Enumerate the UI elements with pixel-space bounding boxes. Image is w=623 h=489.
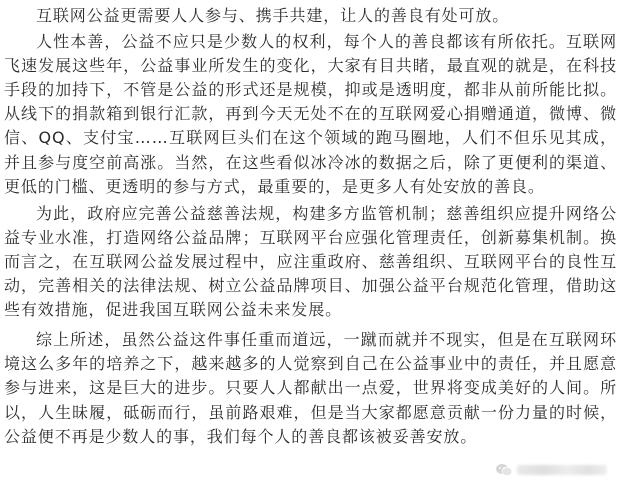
article-paragraph: 互联网公益更需要人人参与、携手共建，让人的善良有处可放。 bbox=[36, 6, 510, 25]
article-paragraph: 综上所述，虽然公益这件事任重而道远，一蹴而就并不现实，但是在互联网环境这么多年的培养之下，越来越多的人觉察到自己在公益事业中的责任，并且愿意参与进来，这是巨大的进步。只要人人都献出一点爱，世界将变成美好的人间。所以，人生昧履，砥砺而行，虽前路艰难，但是当大家都愿意贡献一份力量的时候，公益便不再是少数人的事，我们每个人的善良都该被妥善安放。 bbox=[4, 330, 617, 446]
article-paragraph: 为此，政府应完善公益慈善法规，构建多方监管机制；慈善组织应提升网络公益专业水准，打造网络公益品牌；互联网平台应强化管理责任，创新募集机制。换而言之，在互联网公益发展过程中，应注重政府、慈善组织、互联网平台的良性互动，完善相关的法律法规、树立公益品牌项目、加强公益平台规范化管理，借助这些有效措施，促进我国互联网公益未来发展。 bbox=[4, 203, 617, 320]
article-paragraph: 人性本善，公益不应只是少数人的权利，每个人的善良都该有所依托。互联网飞速发展这些年，公益事业所发生的变化，大家有目共睹，最直观的就是，在科技手段的加持下，不管是公益的形式还是规模，抑或是透明度，都非从前所能比拟。从线下的捐款箱到银行汇款，再到今天无处不在的互联网爱心捐赠通道，微博、微信、QQ、支付宝……互联网巨头们在这个领域的跑马圈地，人们不但乐见其成，并且参与度空前高涨。当然，在这些看似冰冷冰的数据之后，除了更便利的渠道、更低的门槛、更透明的参与方式，最重要的，是更多人有处安放的善良。 bbox=[4, 32, 617, 196]
